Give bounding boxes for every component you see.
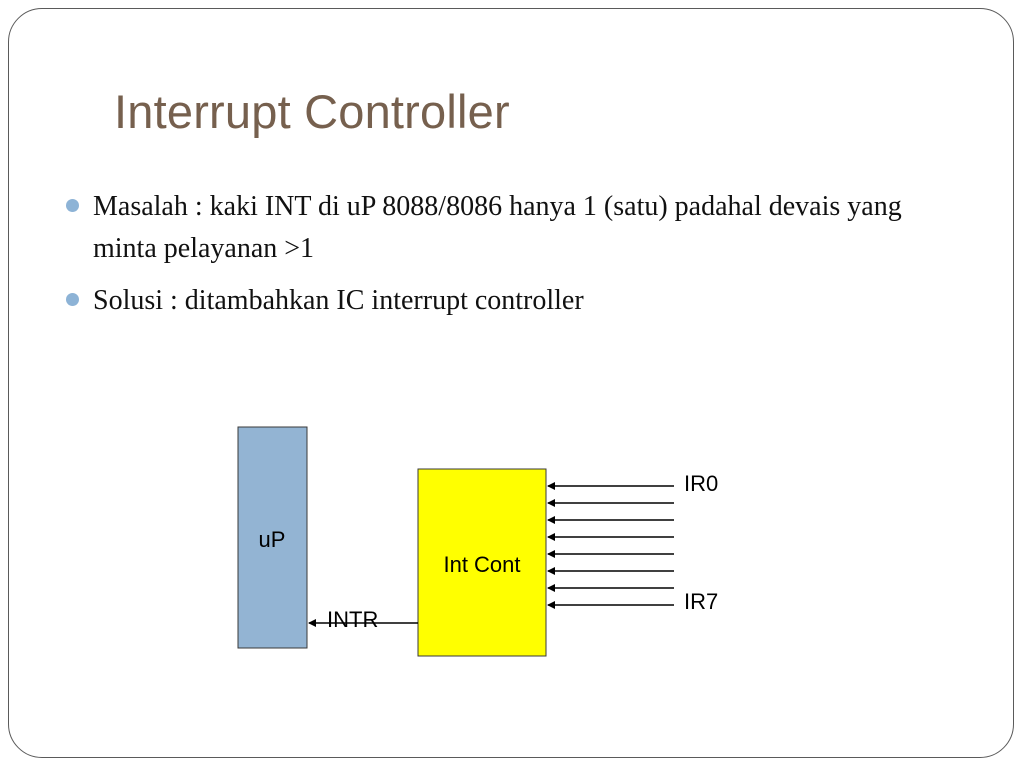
bullet-text-problem: Masalah : kaki INT di uP 8088/8086 hanya 1 (satu) padahal devais yang minta pelayanan >1 (93, 191, 902, 264)
bullet-text-solution: Solusi : ditambahkan IC interrupt controller (93, 285, 584, 316)
intr-label: INTR (327, 607, 379, 632)
ir7-label: IR7 (684, 589, 719, 614)
slide-title: Interrupt Controller (114, 85, 510, 138)
processor-label: uP (258, 527, 286, 552)
ir0-label: IR0 (684, 471, 719, 496)
ir-lines-group (548, 486, 674, 605)
controller-label: Int Cont (443, 552, 521, 577)
